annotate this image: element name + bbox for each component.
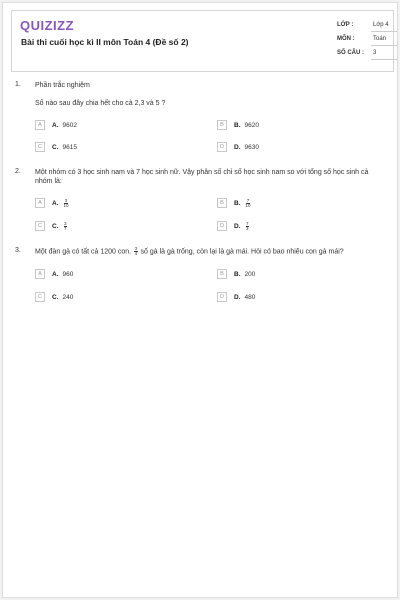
- option-letter: C.: [52, 293, 59, 301]
- question-number: 3.: [15, 247, 21, 254]
- fraction-denominator: 7: [64, 225, 67, 231]
- question-text: [35, 247, 385, 256]
- option-box: C: [35, 292, 45, 302]
- worksheet-meta: [337, 20, 389, 62]
- option-box: A: [35, 198, 45, 208]
- option-letter: A.: [52, 199, 59, 207]
- option-b[interactable]: [217, 119, 259, 131]
- option-box: B: [217, 269, 227, 279]
- quizizz-logo: QUIZIZZ: [20, 18, 75, 33]
- question-text: Một nhóm có 3 học sinh nam và 7 học sinh nữ. Vậy phân số chỉ số học sinh nam so với tổng số học sinh cả nhóm là:: [35, 169, 369, 185]
- worksheet-title: Bài thi cuối học kì II môn Toán 4 (Đề số 2): [21, 37, 189, 47]
- option-text: 480: [244, 293, 256, 301]
- meta-row-subject: [337, 34, 389, 48]
- fraction: [64, 222, 68, 231]
- fraction-numerator: 7: [246, 220, 249, 226]
- option-text: 9602: [62, 121, 77, 129]
- option-text: 240: [62, 293, 74, 301]
- fraction: [246, 222, 250, 231]
- option-text: 9620: [244, 121, 259, 129]
- fraction-denominator: 10: [245, 202, 251, 208]
- question-text-after: số gà là gà trống, còn lại là gà mái. Hỏi có bao nhiêu con gà mái?: [140, 248, 344, 256]
- option-letter: C.: [52, 143, 59, 151]
- fraction: [134, 247, 138, 256]
- option-c[interactable]: [35, 220, 68, 232]
- meta-value: Lớp 4: [371, 20, 397, 32]
- option-b[interactable]: [217, 197, 252, 209]
- worksheet-header: [11, 10, 394, 72]
- option-letter: C.: [52, 222, 59, 230]
- option-box: C: [35, 221, 45, 231]
- option-c[interactable]: [35, 141, 77, 153]
- option-text: 200: [244, 270, 256, 278]
- option-a[interactable]: [35, 268, 73, 280]
- option-box: D: [217, 142, 227, 152]
- option-letter: B.: [234, 199, 241, 207]
- option-d[interactable]: [217, 220, 250, 232]
- option-box: D: [217, 292, 227, 302]
- question-subtext: Số nào sau đây chia hết cho cả 2,3 và 5 ?: [35, 100, 166, 107]
- option-text: 9630: [244, 143, 259, 151]
- meta-value: Toán: [371, 34, 397, 46]
- option-b[interactable]: [217, 268, 255, 280]
- option-letter: B.: [234, 121, 241, 129]
- fraction-numerator: 7: [246, 197, 250, 203]
- option-box: B: [217, 198, 227, 208]
- option-text: 9615: [62, 143, 77, 151]
- option-text: 960: [62, 270, 74, 278]
- fraction-numerator: 3: [134, 246, 138, 251]
- meta-label: SỐ CÂU :: [337, 50, 364, 56]
- option-letter: A.: [52, 270, 59, 278]
- fraction-denominator: 4: [134, 251, 138, 256]
- option-box: B: [217, 120, 227, 130]
- option-letter: D.: [234, 143, 241, 151]
- question-text-before: Một đàn gà có tất cả 1200 con.: [35, 248, 132, 256]
- option-box: A: [35, 120, 45, 130]
- option-d[interactable]: [217, 291, 255, 303]
- fraction-denominator: 3: [246, 225, 249, 231]
- option-box: C: [35, 142, 45, 152]
- option-letter: D.: [234, 222, 241, 230]
- meta-row-question-count: [337, 48, 389, 62]
- option-c[interactable]: [35, 291, 73, 303]
- meta-row-grade: [337, 20, 389, 34]
- option-a[interactable]: [35, 197, 70, 209]
- meta-label: LỚP :: [337, 22, 354, 28]
- fraction: [64, 199, 69, 208]
- fraction-numerator: 3: [64, 220, 67, 226]
- fraction-numerator: 3: [64, 197, 68, 203]
- worksheet-page: [2, 2, 398, 598]
- option-a[interactable]: [35, 119, 77, 131]
- question-number: 1.: [15, 81, 21, 88]
- option-letter: B.: [234, 270, 241, 278]
- fraction-denominator: 10: [63, 202, 69, 208]
- question-text: Phần trắc nghiệm: [35, 82, 90, 89]
- meta-label: MÔN :: [337, 36, 355, 42]
- option-box: D: [217, 221, 227, 231]
- question-number: 2.: [15, 168, 21, 175]
- option-box: A: [35, 269, 45, 279]
- option-d[interactable]: [217, 141, 259, 153]
- meta-value: 3: [371, 48, 397, 60]
- option-letter: D.: [234, 293, 241, 301]
- option-letter: A.: [52, 121, 59, 129]
- fraction: [246, 199, 251, 208]
